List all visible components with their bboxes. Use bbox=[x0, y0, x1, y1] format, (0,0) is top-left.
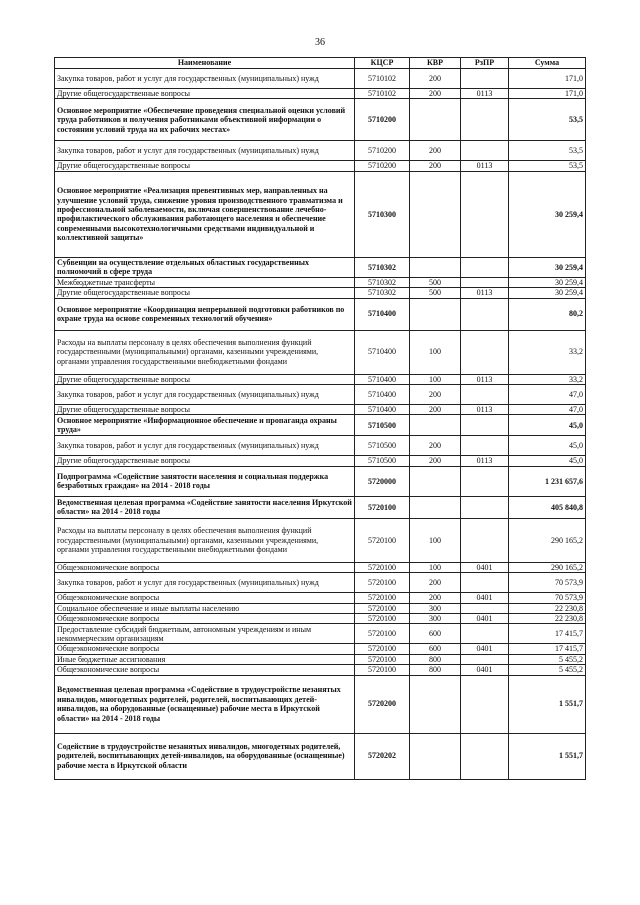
cell-sum: 80,2 bbox=[509, 298, 586, 330]
table-row bbox=[55, 624, 586, 644]
table-row bbox=[55, 644, 586, 654]
header-rzpr: РзПР bbox=[461, 58, 509, 69]
cell-name: Основное мероприятие «Координация непрерывной подготовки работников по охране труда на основе современных технологий обучения» bbox=[55, 298, 355, 330]
table-row bbox=[55, 405, 586, 415]
cell-rzpr bbox=[461, 415, 509, 436]
cell-kcsr: 5710500 bbox=[355, 456, 410, 466]
cell-kvr: 200 bbox=[410, 436, 461, 456]
cell-kvr: 800 bbox=[410, 654, 461, 664]
cell-kcsr: 5710400 bbox=[355, 374, 410, 384]
cell-rzpr: 0401 bbox=[461, 665, 509, 675]
table-row bbox=[55, 496, 586, 518]
table-row bbox=[55, 733, 586, 779]
cell-rzpr: 0113 bbox=[461, 456, 509, 466]
cell-rzpr: 0401 bbox=[461, 644, 509, 654]
cell-sum: 5 455,2 bbox=[509, 654, 586, 664]
cell-kcsr: 5710302 bbox=[355, 277, 410, 287]
table-row bbox=[55, 89, 586, 99]
table-row bbox=[55, 675, 586, 733]
cell-kcsr: 5710200 bbox=[355, 141, 410, 161]
cell-sum: 405 840,8 bbox=[509, 496, 586, 518]
header-kvr: КВР bbox=[410, 58, 461, 69]
cell-name: Социальное обеспечение и иные выплаты населению bbox=[55, 603, 355, 613]
table-row bbox=[55, 573, 586, 593]
cell-sum: 17 415,7 bbox=[509, 624, 586, 644]
table-row bbox=[55, 141, 586, 161]
cell-kcsr: 5710300 bbox=[355, 171, 410, 257]
cell-sum: 53,5 bbox=[509, 99, 586, 141]
cell-sum: 33,2 bbox=[509, 374, 586, 384]
cell-sum: 5 455,2 bbox=[509, 665, 586, 675]
table-row bbox=[55, 562, 586, 572]
cell-kcsr: 5720100 bbox=[355, 644, 410, 654]
cell-sum: 290 165,2 bbox=[509, 518, 586, 562]
cell-kcsr: 5710302 bbox=[355, 257, 410, 277]
cell-kvr: 200 bbox=[410, 593, 461, 603]
cell-sum: 53,5 bbox=[509, 141, 586, 161]
cell-sum: 45,0 bbox=[509, 456, 586, 466]
table-row bbox=[55, 665, 586, 675]
table-row bbox=[55, 277, 586, 287]
cell-kvr: 300 bbox=[410, 614, 461, 624]
table-row bbox=[55, 436, 586, 456]
cell-kvr: 300 bbox=[410, 603, 461, 613]
cell-rzpr bbox=[461, 654, 509, 664]
cell-rzpr: 0401 bbox=[461, 562, 509, 572]
cell-kcsr: 5720100 bbox=[355, 562, 410, 572]
cell-kcsr: 5720100 bbox=[355, 593, 410, 603]
cell-name: Закупка товаров, работ и услуг для государственных (муниципальных) нужд bbox=[55, 436, 355, 456]
cell-rzpr bbox=[461, 624, 509, 644]
cell-kcsr: 5710400 bbox=[355, 330, 410, 374]
cell-kvr: 200 bbox=[410, 456, 461, 466]
cell-rzpr: 0401 bbox=[461, 593, 509, 603]
cell-rzpr bbox=[461, 675, 509, 733]
cell-kcsr: 5720100 bbox=[355, 654, 410, 664]
cell-kvr: 200 bbox=[410, 405, 461, 415]
table-row bbox=[55, 288, 586, 298]
cell-rzpr bbox=[461, 518, 509, 562]
cell-sum: 30 259,4 bbox=[509, 171, 586, 257]
cell-kvr: 200 bbox=[410, 573, 461, 593]
cell-name: Предоставление субсидий бюджетным, автономным учреждениям и иным некоммерческим организациям bbox=[55, 624, 355, 644]
cell-kcsr: 5720100 bbox=[355, 496, 410, 518]
cell-kvr bbox=[410, 99, 461, 141]
cell-name: Общеэкономические вопросы bbox=[55, 665, 355, 675]
cell-sum: 22 230,8 bbox=[509, 614, 586, 624]
cell-name: Межбюджетные трансферты bbox=[55, 277, 355, 287]
cell-name: Ведомственная целевая программа «Содействие в трудоустройстве незанятых инвалидов, многодетных родителей, родителей, воспитывающих детей-инвалидов, на оборудованные (оснащенные) рабочие места в Иркутской области» на 2014 - 2018 годы bbox=[55, 675, 355, 733]
table-row bbox=[55, 330, 586, 374]
cell-name: Основное мероприятие «Реализация превентивных мер, направленных на улучшение условий труда, снижение уровня производственного травматизма и профессиональной заболеваемости, включая совершенствование лечебно-профилактического обслуживания работающего населения и обеспечение современными высокотехнологичными средствами индивидуальной и коллективной защиты» bbox=[55, 171, 355, 257]
table-row bbox=[55, 385, 586, 405]
cell-sum: 45,0 bbox=[509, 436, 586, 456]
cell-kcsr: 5710102 bbox=[355, 69, 410, 89]
cell-name: Закупка товаров, работ и услуг для государственных (муниципальных) нужд bbox=[55, 573, 355, 593]
cell-kcsr: 5720100 bbox=[355, 614, 410, 624]
cell-kvr bbox=[410, 733, 461, 779]
cell-name: Закупка товаров, работ и услуг для государственных (муниципальных) нужд bbox=[55, 141, 355, 161]
table-row bbox=[55, 161, 586, 171]
cell-kvr bbox=[410, 298, 461, 330]
cell-kvr: 100 bbox=[410, 518, 461, 562]
cell-name: Другие общегосударственные вопросы bbox=[55, 374, 355, 384]
cell-rzpr bbox=[461, 69, 509, 89]
cell-kvr: 600 bbox=[410, 644, 461, 654]
cell-sum: 47,0 bbox=[509, 385, 586, 405]
cell-name: Другие общегосударственные вопросы bbox=[55, 405, 355, 415]
cell-kcsr: 5710200 bbox=[355, 99, 410, 141]
cell-kcsr: 5720202 bbox=[355, 733, 410, 779]
cell-name: Другие общегосударственные вопросы bbox=[55, 456, 355, 466]
cell-sum: 1 551,7 bbox=[509, 733, 586, 779]
cell-sum: 171,0 bbox=[509, 89, 586, 99]
cell-rzpr bbox=[461, 298, 509, 330]
table-row bbox=[55, 374, 586, 384]
cell-kcsr: 5710102 bbox=[355, 89, 410, 99]
table-header-row bbox=[55, 58, 586, 69]
table-row bbox=[55, 415, 586, 436]
cell-kvr bbox=[410, 171, 461, 257]
cell-sum: 45,0 bbox=[509, 415, 586, 436]
cell-kvr: 200 bbox=[410, 385, 461, 405]
cell-sum: 22 230,8 bbox=[509, 603, 586, 613]
cell-sum: 1 551,7 bbox=[509, 675, 586, 733]
cell-kvr: 200 bbox=[410, 89, 461, 99]
cell-name: Закупка товаров, работ и услуг для государственных (муниципальных) нужд bbox=[55, 385, 355, 405]
cell-rzpr: 0113 bbox=[461, 405, 509, 415]
table-row bbox=[55, 69, 586, 89]
cell-rzpr bbox=[461, 573, 509, 593]
cell-name: Другие общегосударственные вопросы bbox=[55, 288, 355, 298]
cell-rzpr: 0113 bbox=[461, 288, 509, 298]
cell-kvr: 100 bbox=[410, 330, 461, 374]
cell-kvr: 600 bbox=[410, 624, 461, 644]
cell-rzpr bbox=[461, 171, 509, 257]
cell-name: Основное мероприятие «Информационное обеспечение и пропаганда охраны труда» bbox=[55, 415, 355, 436]
cell-kcsr: 5720100 bbox=[355, 518, 410, 562]
cell-kvr: 200 bbox=[410, 161, 461, 171]
table-row bbox=[55, 654, 586, 664]
table-row bbox=[55, 593, 586, 603]
table-body bbox=[55, 69, 586, 780]
cell-name: Расходы на выплаты персоналу в целях обеспечения выполнения функций государственными (муниципальными) органами, казенными учреждениями, органами управления государственными внебюджетными фондами bbox=[55, 330, 355, 374]
cell-sum: 70 573,9 bbox=[509, 573, 586, 593]
cell-kcsr: 5720000 bbox=[355, 466, 410, 496]
cell-name: Иные бюджетные ассигнования bbox=[55, 654, 355, 664]
cell-kcsr: 5710400 bbox=[355, 385, 410, 405]
cell-sum: 53,5 bbox=[509, 161, 586, 171]
table-row bbox=[55, 99, 586, 141]
cell-kcsr: 5710200 bbox=[355, 161, 410, 171]
cell-name: Ведомственная целевая программа «Содействие занятости населения Иркутской области» на 2014 - 2018 годы bbox=[55, 496, 355, 518]
cell-kvr: 200 bbox=[410, 141, 461, 161]
cell-kcsr: 5710400 bbox=[355, 298, 410, 330]
cell-kcsr: 5720100 bbox=[355, 624, 410, 644]
cell-kvr bbox=[410, 675, 461, 733]
cell-rzpr: 0113 bbox=[461, 161, 509, 171]
cell-rzpr bbox=[461, 385, 509, 405]
budget-table bbox=[54, 57, 586, 780]
cell-name: Общеэкономические вопросы bbox=[55, 614, 355, 624]
table-row bbox=[55, 614, 586, 624]
table-row bbox=[55, 456, 586, 466]
cell-kcsr: 5710500 bbox=[355, 436, 410, 456]
cell-sum: 30 259,4 bbox=[509, 288, 586, 298]
cell-kcsr: 5720200 bbox=[355, 675, 410, 733]
cell-rzpr bbox=[461, 99, 509, 141]
table-row bbox=[55, 518, 586, 562]
table-row bbox=[55, 603, 586, 613]
cell-kvr bbox=[410, 466, 461, 496]
page-number: 36 bbox=[315, 37, 325, 48]
table-row bbox=[55, 466, 586, 496]
cell-rzpr bbox=[461, 141, 509, 161]
cell-kvr: 800 bbox=[410, 665, 461, 675]
cell-kvr bbox=[410, 496, 461, 518]
cell-kvr: 100 bbox=[410, 562, 461, 572]
cell-sum: 17 415,7 bbox=[509, 644, 586, 654]
cell-rzpr bbox=[461, 603, 509, 613]
cell-rzpr bbox=[461, 733, 509, 779]
cell-sum: 30 259,4 bbox=[509, 257, 586, 277]
cell-kcsr: 5720100 bbox=[355, 573, 410, 593]
cell-kvr bbox=[410, 415, 461, 436]
cell-kcsr: 5710302 bbox=[355, 288, 410, 298]
cell-kcsr: 5710400 bbox=[355, 405, 410, 415]
cell-kvr: 500 bbox=[410, 277, 461, 287]
cell-name: Общеэкономические вопросы bbox=[55, 593, 355, 603]
cell-kvr: 500 bbox=[410, 288, 461, 298]
cell-sum: 171,0 bbox=[509, 69, 586, 89]
cell-sum: 70 573,9 bbox=[509, 593, 586, 603]
cell-name: Общеэкономические вопросы bbox=[55, 644, 355, 654]
cell-name: Закупка товаров, работ и услуг для государственных (муниципальных) нужд bbox=[55, 69, 355, 89]
cell-rzpr bbox=[461, 257, 509, 277]
cell-sum: 1 231 657,6 bbox=[509, 466, 586, 496]
cell-kcsr: 5710500 bbox=[355, 415, 410, 436]
table-row bbox=[55, 171, 586, 257]
cell-name: Расходы на выплаты персоналу в целях обеспечения выполнения функций государственными (муниципальными) органами, казенными учреждениями, органами управления государственными внебюджетными фондами bbox=[55, 518, 355, 562]
cell-rzpr bbox=[461, 436, 509, 456]
cell-name: Субвенции на осуществление отдельных областных государственных полномочий в сфере труда bbox=[55, 257, 355, 277]
cell-rzpr bbox=[461, 496, 509, 518]
cell-rzpr bbox=[461, 277, 509, 287]
cell-sum: 47,0 bbox=[509, 405, 586, 415]
cell-kvr bbox=[410, 257, 461, 277]
cell-name: Другие общегосударственные вопросы bbox=[55, 161, 355, 171]
cell-rzpr: 0113 bbox=[461, 374, 509, 384]
cell-rzpr bbox=[461, 330, 509, 374]
table-row bbox=[55, 298, 586, 330]
cell-kcsr: 5720100 bbox=[355, 603, 410, 613]
cell-name: Общеэкономические вопросы bbox=[55, 562, 355, 572]
header-kcsr: КЦСР bbox=[355, 58, 410, 69]
header-name: Наименование bbox=[55, 58, 355, 69]
cell-name: Подпрограмма «Содействие занятости населения и социальная поддержка безработных граждан» на 2014 - 2018 годы bbox=[55, 466, 355, 496]
cell-sum: 30 259,4 bbox=[509, 277, 586, 287]
cell-rzpr: 0401 bbox=[461, 614, 509, 624]
table-row bbox=[55, 257, 586, 277]
cell-kcsr: 5720100 bbox=[355, 665, 410, 675]
cell-kvr: 200 bbox=[410, 69, 461, 89]
cell-name: Содействие в трудоустройстве незанятых инвалидов, многодетных родителей, родителей, воспитывающих детей-инвалидов, на оборудованные (оснащенные) рабочие места в Иркутской области bbox=[55, 733, 355, 779]
cell-name: Другие общегосударственные вопросы bbox=[55, 89, 355, 99]
cell-rzpr: 0113 bbox=[461, 89, 509, 99]
cell-sum: 290 165,2 bbox=[509, 562, 586, 572]
cell-kvr: 100 bbox=[410, 374, 461, 384]
cell-sum: 33,2 bbox=[509, 330, 586, 374]
header-sum: Сумма bbox=[509, 58, 586, 69]
cell-rzpr bbox=[461, 466, 509, 496]
cell-name: Основное мероприятие «Обеспечение проведения специальной оценки условий труда работников и получения работниками объективной информации о состоянии условий труда на их рабочих местах» bbox=[55, 99, 355, 141]
